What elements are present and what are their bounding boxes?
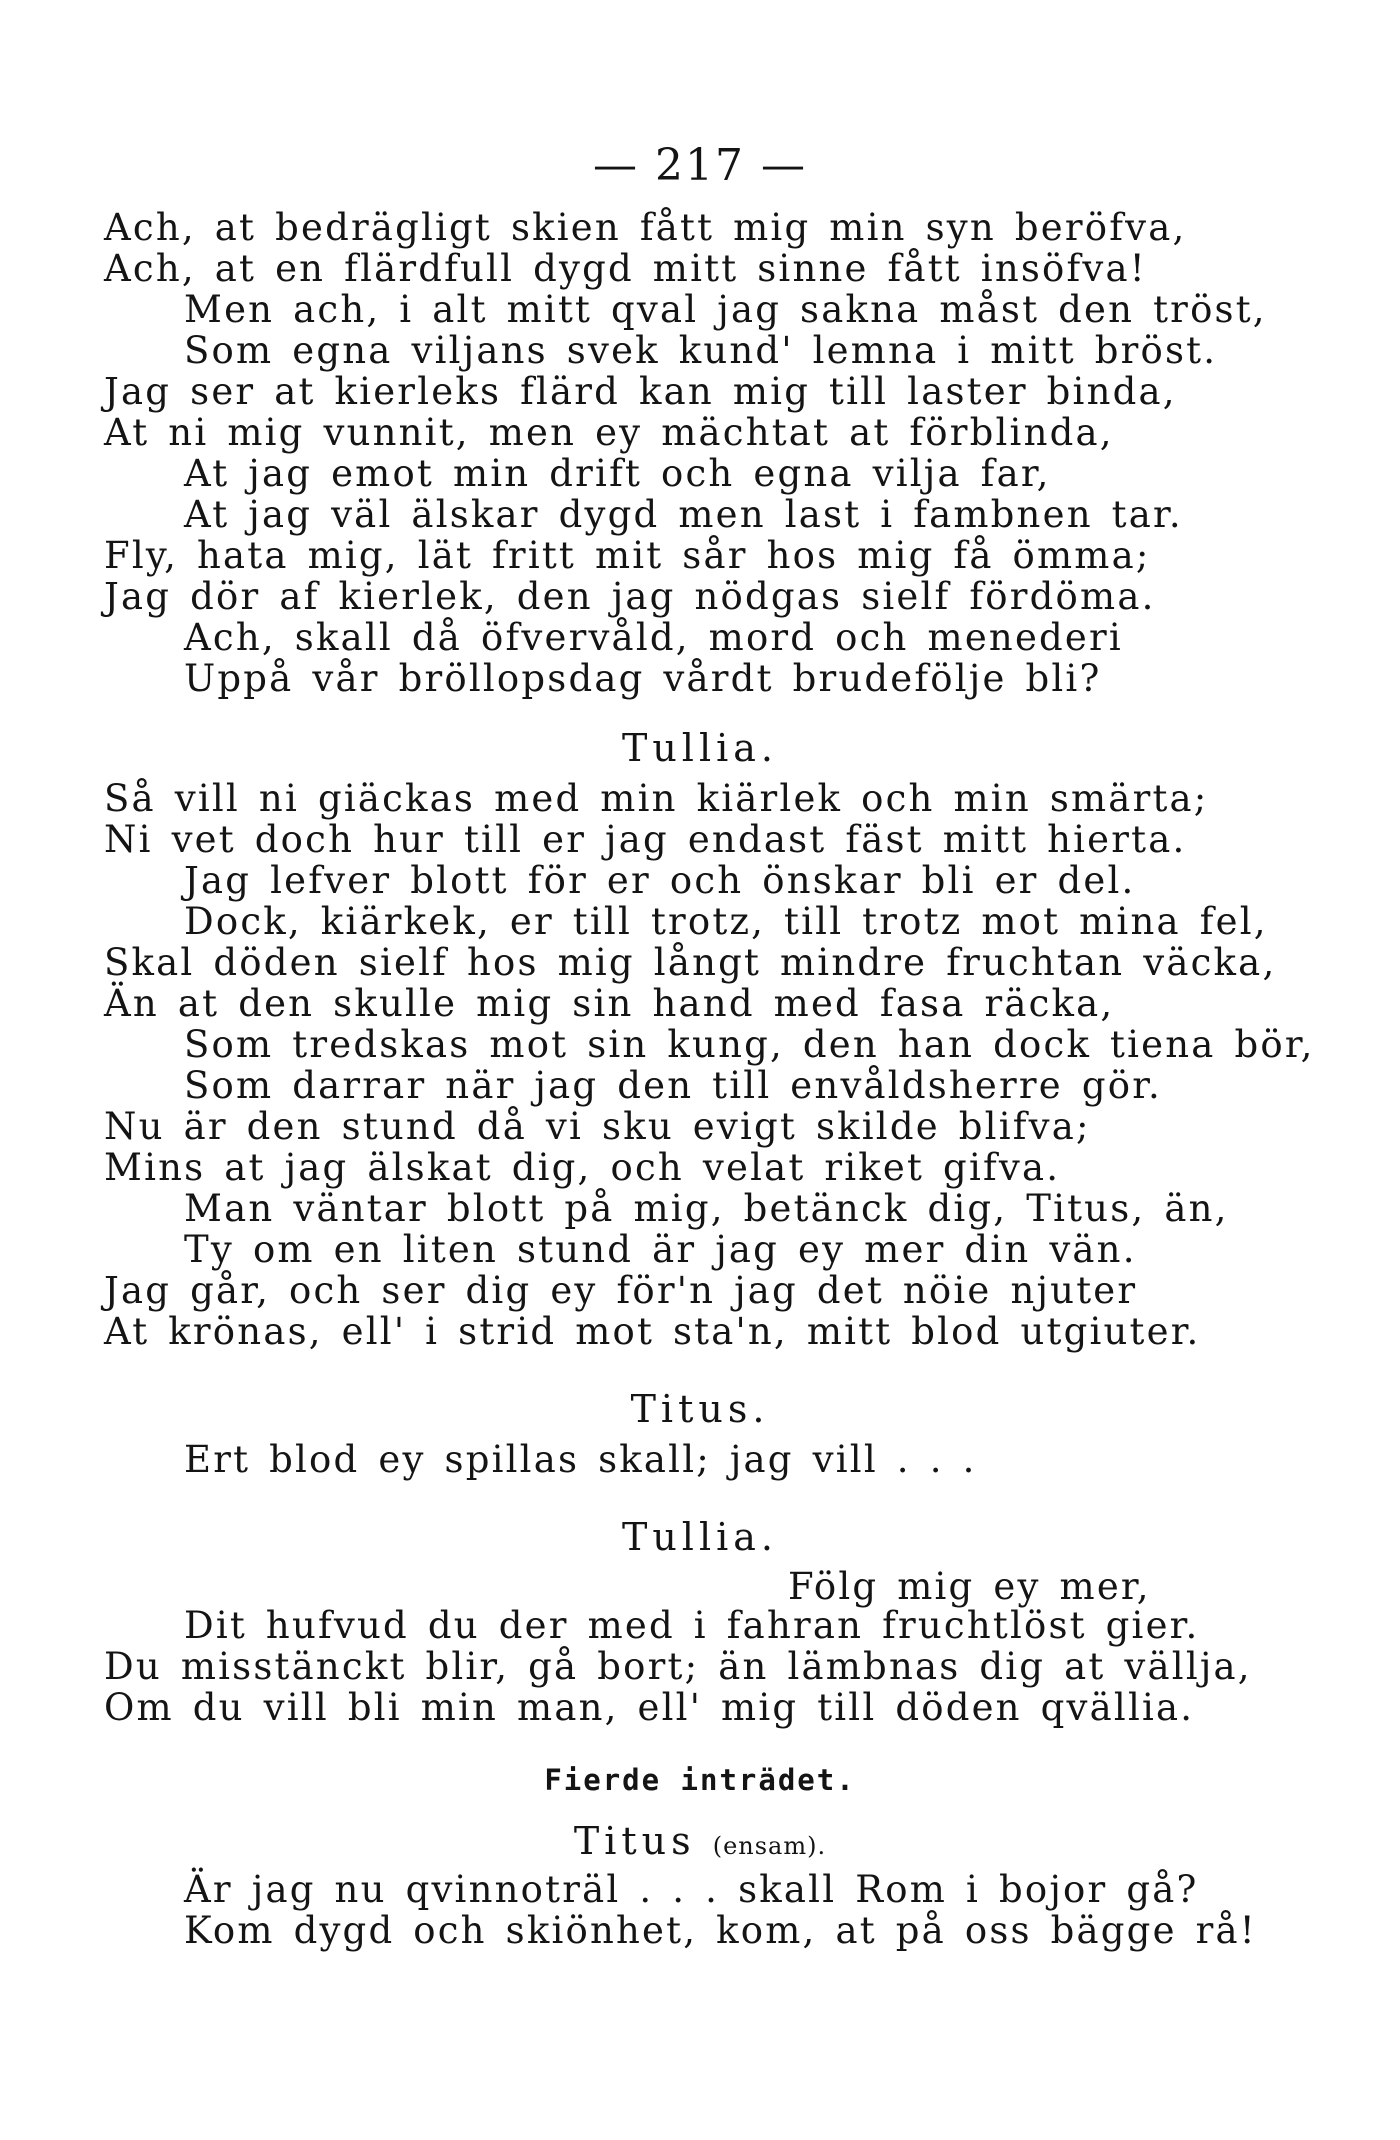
verse-line: Fly, hata mig, lät fritt mit sår hos mig få ömma; bbox=[104, 534, 1151, 577]
verse-line: At jag emot min drift och egna vilja far, bbox=[184, 452, 1051, 495]
verse-line: Dock, kiärkek, er till trotz, till trotz mot mina fel, bbox=[184, 900, 1268, 943]
verse-line: Som tredskas mot sin kung, den han dock tiena bör, bbox=[184, 1023, 1315, 1066]
verse-line: Men ach, i alt mitt qval jag sakna måst den tröst, bbox=[184, 288, 1267, 331]
verse-line: Som darrar när jag den till envåldsherre gör. bbox=[184, 1064, 1163, 1107]
verse-line: Jag lefver blott för er och önskar bli er del. bbox=[184, 859, 1136, 902]
verse-line: At jag väl älskar dygd men last i fambnen tar. bbox=[184, 493, 1183, 536]
verse-line: Du misstänckt blir, gå bort; än lämbnas dig at vällja, bbox=[104, 1645, 1252, 1688]
verse-line: Ach, skall då öfvervåld, mord och menederi bbox=[184, 616, 1123, 659]
verse-line: Ty om en liten stund är jag ey mer din vän. bbox=[184, 1228, 1137, 1271]
verse-line: Om du vill bli min man, ell' mig till döden qvällia. bbox=[104, 1686, 1195, 1729]
stage-direction: (ensam). bbox=[712, 1832, 827, 1860]
verse-line: Ach, at en flärdfull dygd mitt sinne fått insöfva! bbox=[104, 247, 1147, 290]
verse-line: Jag dör af kierlek, den jag nödgas sielf fördöma. bbox=[104, 575, 1156, 618]
page-number: — 217 — bbox=[593, 140, 807, 191]
verse-line: Som egna viljans svek kund' lemna i mitt bröst. bbox=[184, 329, 1218, 372]
verse-line: Så vill ni giäckas med min kiärlek och min smärta; bbox=[104, 777, 1209, 820]
verse-line: Nu är den stund då vi sku evigt skilde blifva; bbox=[104, 1105, 1091, 1148]
verse-line: Mins at jag älskat dig, och velat riket gifva. bbox=[104, 1146, 1061, 1189]
verse-line: At krönas, ell' i strid mot sta'n, mitt blod utgiuter. bbox=[104, 1310, 1201, 1353]
verse-line: Ni vet doch hur till er jag endast fäst mitt hierta. bbox=[104, 818, 1187, 861]
verse-line: Skal döden sielf hos mig långt mindre fruchtan väcka, bbox=[104, 941, 1277, 984]
verse-line: Kom dygd och skiönhet, kom, at på oss bägge rå! bbox=[184, 1909, 1257, 1952]
speaker-name: Tullia. bbox=[621, 1515, 778, 1559]
verse-line: Jag går, och ser dig ey för'n jag det nöie njuter bbox=[104, 1269, 1138, 1312]
verse-line: Ach, at bedrägligt skien fått mig min syn beröfva, bbox=[104, 206, 1187, 249]
verse-line: Uppå vår bröllopsdag vårdt brudefölje bli? bbox=[184, 657, 1102, 700]
verse-line: Ert blod ey spillas skall; jag vill . . . bbox=[184, 1438, 977, 1481]
verse-line: Dit hufvud du der med i fahran fruchtlöst gier. bbox=[184, 1604, 1200, 1647]
scene-heading: Fierde inträdet. bbox=[544, 1763, 856, 1797]
verse-line: Jag ser at kierleks flärd kan mig till laster binda, bbox=[104, 370, 1177, 413]
verse-line: Fölg mig ey mer, bbox=[788, 1565, 1151, 1608]
speaker-name: Tullia. bbox=[621, 726, 778, 770]
speaker-name bbox=[0, 1819, 1400, 1863]
verse-line: Än at den skulle mig sin hand med fasa räcka, bbox=[104, 982, 1115, 1025]
verse-line: Är jag nu qvinnoträl . . . skall Rom i bojor gå? bbox=[184, 1868, 1199, 1911]
speaker-name-text: Titus bbox=[573, 1819, 696, 1863]
verse-line: At ni mig vunnit, men ey mächtat at förblinda, bbox=[104, 411, 1114, 454]
speaker-name: Titus. bbox=[630, 1387, 770, 1431]
verse-line: Man väntar blott på mig, betänck dig, Titus, än, bbox=[184, 1187, 1229, 1230]
